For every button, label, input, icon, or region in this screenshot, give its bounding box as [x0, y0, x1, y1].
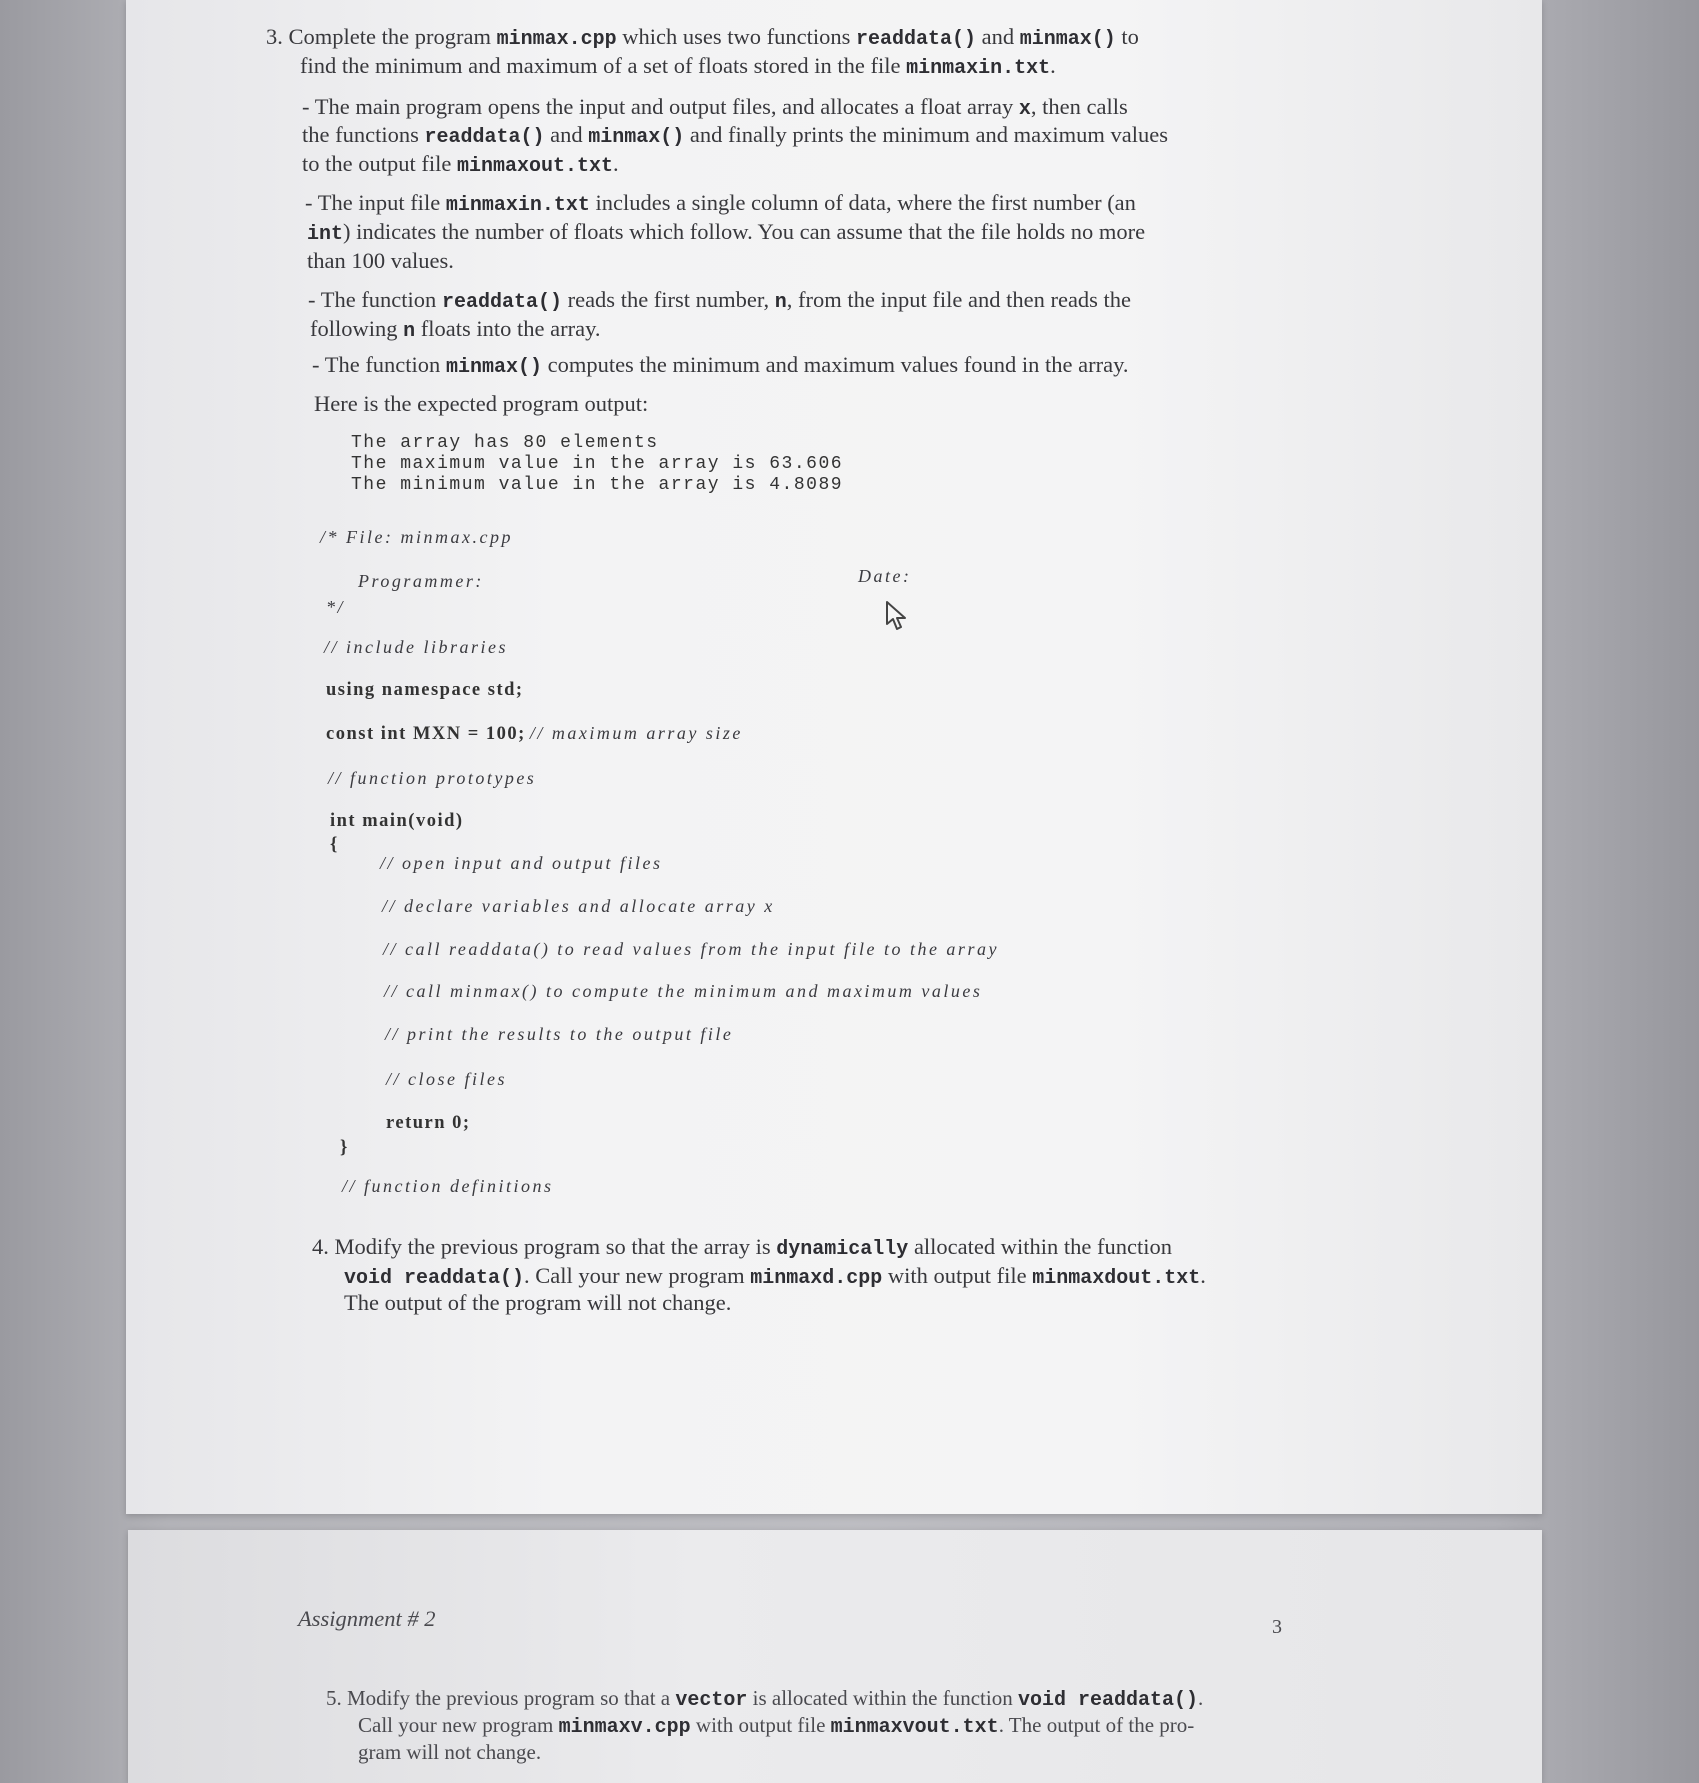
code-programmer: Programmer:	[358, 571, 484, 591]
filename: minmax.cpp	[496, 28, 617, 51]
q5-line-2: Call your new program minmaxv.cpp with output file minmaxvout.txt. The output of the pro-	[358, 1713, 1195, 1739]
code-close-brace: }	[340, 1138, 349, 1158]
code-header-comment: /* File: minmax.cpp	[320, 527, 513, 547]
code-comment: // call minmax() to compute the minimum and maximum values	[384, 981, 983, 1001]
expected-output-heading: Here is the expected program output:	[314, 391, 649, 416]
bullet-input-line-3: than 100 values.	[307, 248, 454, 273]
bullet-readdata-line-2: following n floats into the array.	[310, 316, 601, 343]
bullet-minmax: - The function minmax() computes the minimum and maximum values found in the array.	[312, 352, 1129, 379]
bullet-main-line-1: - The main program opens the input and output files, and allocates a float array x, then calls	[302, 94, 1128, 121]
bullet-readdata-line-1: - The function readdata() reads the first number, n, from the input file and then reads the	[308, 287, 1132, 314]
q5-number: 5.	[326, 1686, 342, 1710]
code-comment: // print the results to the output file	[385, 1024, 734, 1044]
output-line: The maximum value in the array is 63.606	[351, 454, 844, 474]
output-line: The array has 80 elements	[351, 433, 659, 453]
q3-number: 3.	[266, 24, 283, 49]
bullet-main-line-2: the functions readdata() and minmax() and finally prints the minimum and maximum values	[302, 122, 1168, 149]
next-page-sheet	[128, 1530, 1542, 1783]
q4-number: 4.	[312, 1234, 329, 1259]
bullet-main-line-3: to the output file minmaxout.txt.	[302, 151, 619, 178]
code-definitions-comment: // function definitions	[342, 1176, 554, 1196]
q3-line-1: 3. Complete the program minmax.cpp which uses two functions readdata() and minmax() to	[266, 24, 1139, 51]
page-number: 3	[1272, 1616, 1282, 1638]
q5-line-3: gram will not change.	[358, 1740, 542, 1764]
q4-line-2: void readdata(). Call your new program minmaxd.cpp with output file minmaxdout.txt.	[344, 1263, 1206, 1290]
code-comment: // call readdata() to read values from the input file to the array	[383, 939, 999, 959]
code-main: int main(void)	[330, 811, 464, 831]
assignment-label: Assignment # 2	[298, 1606, 436, 1631]
q4-line-3: The output of the program will not change.	[344, 1290, 732, 1315]
q4-line-1: 4. Modify the previous program so that the array is dynamically allocated within the function	[312, 1234, 1172, 1261]
code-comment: // open input and output files	[380, 853, 663, 873]
code-prototypes-comment: // function prototypes	[328, 768, 537, 788]
code-const-line: const int MXN = 100; // maximum array size	[326, 723, 743, 744]
code-date: Date:	[858, 566, 912, 586]
code-open-brace: {	[330, 835, 339, 855]
mouse-pointer-icon	[884, 600, 910, 632]
code-comment: // close files	[386, 1069, 507, 1089]
code-comment-end: */	[326, 597, 346, 617]
q5-line-1: 5. Modify the previous program so that a vector is allocated within the function void readdata().	[326, 1686, 1204, 1712]
code-comment: // declare variables and allocate array x	[382, 896, 775, 916]
bullet-input-line-2: int) indicates the number of floats which follow. You can assume that the file holds no more	[307, 219, 1146, 246]
code-using: using namespace std;	[326, 680, 524, 700]
output-line: The minimum value in the array is 4.8089	[351, 475, 844, 495]
bullet-input-line-1: - The input file minmaxin.txt includes a single column of data, where the first number (an	[305, 190, 1136, 217]
code-include-comment: // include libraries	[324, 637, 508, 657]
q3-line-2: find the minimum and maximum of a set of floats stored in the file minmaxin.txt.	[300, 53, 1056, 80]
code-return: return 0;	[386, 1113, 471, 1133]
